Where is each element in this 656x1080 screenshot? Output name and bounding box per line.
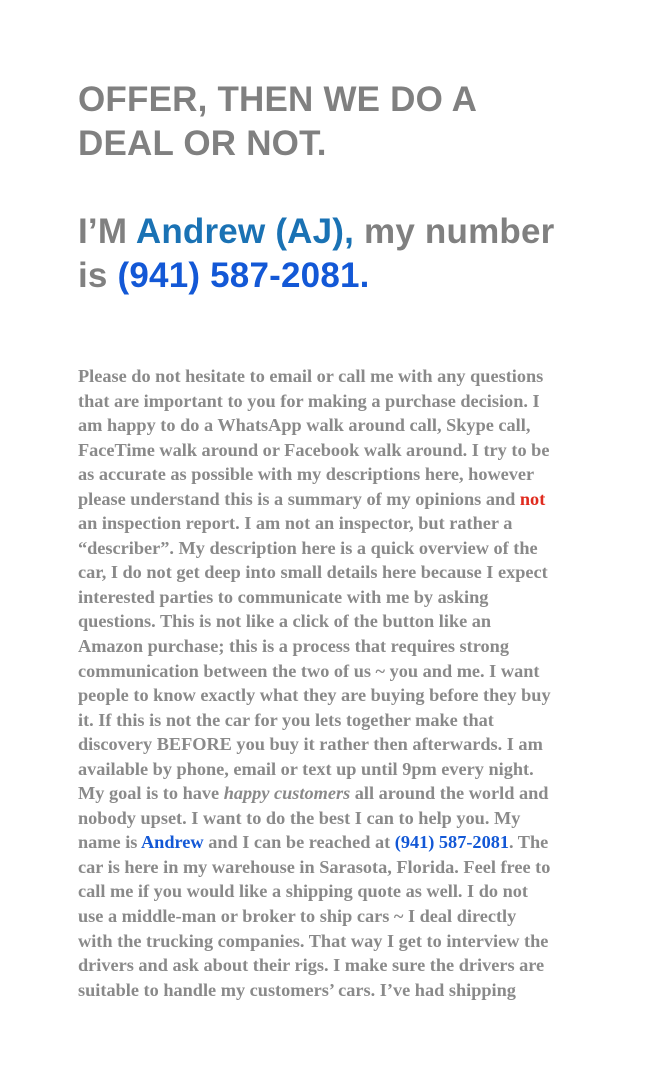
body-line: car is here in my warehouse in Sarasota, Florida. Feel free to [78,856,551,877]
body-line [78,830,583,855]
heading-line-1: OFFER, THEN WE DO A [78,80,478,119]
intro-name: Andrew (AJ), [135,212,355,251]
body-line: people to know exactly what they are buying before they buy [78,685,551,706]
body-line: as accurate as possible with my descriptions here, however [78,464,535,485]
body-line: car, I do not get deep into small details here because I expect [78,562,548,583]
body-line: use a middle-man or broker to ship cars ~ I deal directly [78,906,517,927]
body-line-19-middle: and I can be reached at [203,832,395,853]
body-line: Please do not hesitate to email or call me with any questions [78,366,544,386]
emphasis-happy-customers: happy customers [223,783,351,804]
body-line: drivers and ask about their rigs. I make sure the drivers are [78,955,545,976]
body-line-17-text: My goal is to have [78,783,224,804]
description-paragraph [78,364,583,1002]
intro-phone-link[interactable]: (941) 587-2081. [117,256,370,295]
body-line: with the trucking companies. That way I get to interview the [78,930,549,951]
body-line-19-after: . The [509,832,549,853]
body-line: interested parties to communicate with me by asking [78,586,489,607]
body-line: am happy to do a WhatsApp walk around call, Skype call, [78,415,531,436]
body-line: nobody upset. I want to do the best I can to help you. My [78,807,521,828]
intro-prefix: I’M [78,212,136,251]
intro-line-2 [78,254,618,298]
body-line [78,487,583,512]
intro-line-1 [78,210,618,254]
body-line: FaceTime walk around or Facebook walk around. I try to be [78,439,550,460]
body-line: available by phone, email or text up until 9pm every night. [78,758,534,779]
body-line: “describer”. My description here is a quick overview of the [78,537,538,558]
offer-heading [78,78,618,166]
body-line: it. If this is not the car for you lets together make that [78,709,494,730]
intro-middle: my number [354,212,555,251]
intro-heading [78,210,618,298]
body-line [78,781,583,806]
body-line: that are important to you for making a purchase decision. I [78,390,540,411]
body-line: an inspection report. I am not an inspector, but rather a [78,513,513,534]
body-line-6-text: please understand this is a summary of my opinions and [78,488,520,509]
name-andrew: Andrew [140,832,204,853]
body-line: discovery BEFORE you buy it rather then afterwards. I am [78,734,543,755]
body-line-19-text: name is [78,832,141,853]
heading-line-2: DEAL OR NOT. [78,124,327,163]
body-line: suitable to handle my customers’ cars. I’ve had shipping [78,979,516,1000]
intro-is-label: is [78,256,118,295]
body-line-17-after: all around the world and [350,783,549,804]
body-line: questions. This is not like a click of the button like an [78,611,492,632]
body-line: Amazon purchase; this is a process that requires strong [78,636,509,657]
phone-link[interactable]: (941) 587-2081 [394,832,509,853]
body-line: call me if you would like a shipping quote as well. I do not [78,881,528,902]
body-line: communication between the two of us ~ you and me. I want [78,660,540,681]
emphasis-not: not [519,488,546,509]
